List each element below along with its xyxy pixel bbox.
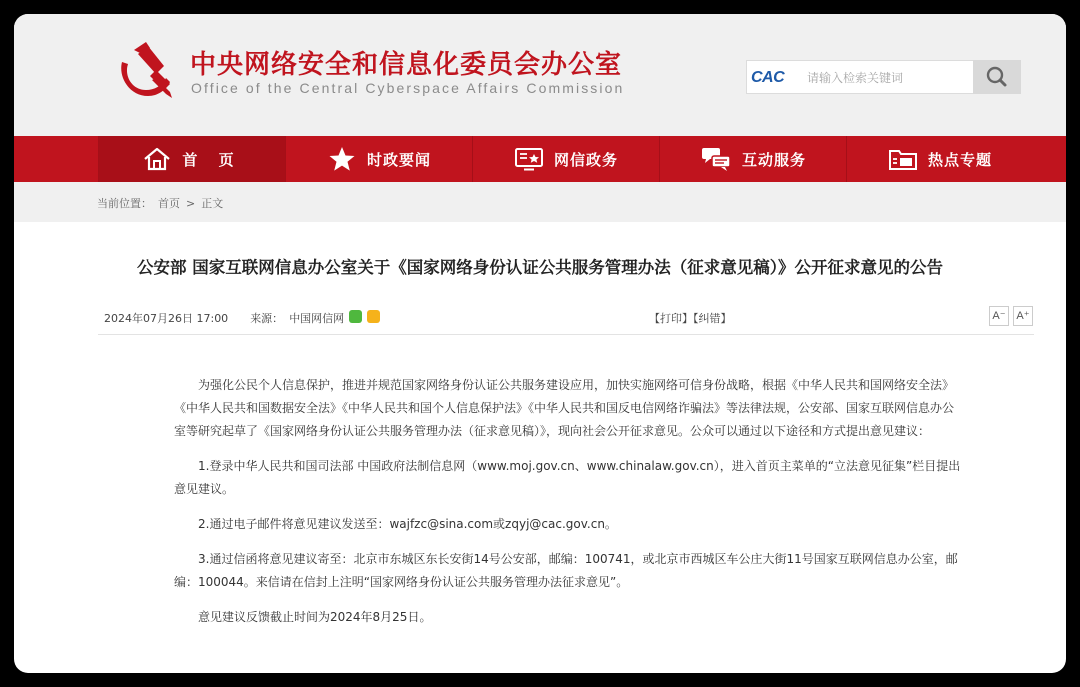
cac-logo: CAC xyxy=(751,69,785,86)
font-smaller-button[interactable]: A⁻ xyxy=(989,306,1009,326)
wechat-icon[interactable] xyxy=(349,310,362,323)
article-meta xyxy=(104,310,366,326)
nav-item-news[interactable] xyxy=(285,136,472,182)
nav-item-affairs[interactable] xyxy=(472,136,659,182)
search-button[interactable] xyxy=(973,60,1021,94)
search-input[interactable] xyxy=(805,63,974,93)
nav-label: 网信政务 xyxy=(553,150,618,169)
breadcrumb-prefix: 当前位置： xyxy=(97,197,152,210)
nav-label: 时政要闻 xyxy=(366,150,431,169)
nav-item-interaction[interactable] xyxy=(659,136,846,182)
site-subtitle: Office of the Central Cyberspace Affairs Commission xyxy=(191,80,625,96)
qzone-icon[interactable] xyxy=(367,310,380,323)
article-paragraph: 意见建议反馈截止时间为2024年8月25日。 xyxy=(198,610,432,624)
site-header xyxy=(14,14,1066,136)
nav-label: 首 页 xyxy=(182,150,242,169)
nav-label: 互动服务 xyxy=(741,150,806,169)
breadcrumb-separator: > xyxy=(186,197,196,210)
home-icon xyxy=(142,146,172,172)
star-icon xyxy=(327,146,357,172)
article-paragraph: 2.通过电子邮件将意见建议发送至：wajfzc@sina.com或zqyj@cac.gov.cn。 xyxy=(198,517,617,531)
search-box xyxy=(746,60,1021,94)
article-date: 2024年07月26日 17:00 xyxy=(104,312,229,325)
source-label: 来源： xyxy=(250,312,284,325)
main-nav xyxy=(14,136,1066,182)
article-paragraph: 为强化公民个人信息保护，推进并规范国家网络身份认证公共服务建设应用，加快实施网络可信身份战略，根据《中华人民共和国网络安全法》《中华人民共和国数据安全法》《中华人民共和国个人信息保护法》《中华人民共和国反电信网络诈骗法》等法律法规，公安部、国家互联网信息办公室等研究起草了《国家网络身份认证公共服务管理办法（征求意见稿）》，现向社会公开征求意见。公众可以通过以下途径和方式提出意见建议： xyxy=(174,378,955,438)
nav-label: 热点专题 xyxy=(927,150,992,169)
breadcrumb-current: 正文 xyxy=(201,197,224,210)
chat-icon xyxy=(700,146,732,172)
print-links xyxy=(649,310,732,326)
article-paragraph: 3.通过信函将意见建议寄至：北京市东城区东长安街14号公安部，邮编：100741，或北京市西城区车公庄大街11号国家互联网信息办公室，邮编：100044。来信请在信封上注明“国家网络身份认证公共服务管理办法征求意见”。 xyxy=(174,552,958,589)
nav-item-home[interactable] xyxy=(98,136,285,182)
breadcrumb-home-link[interactable]: 首页 xyxy=(158,197,180,210)
print-link[interactable]: 【打印】 xyxy=(649,312,693,325)
article-source: 中国网信网 xyxy=(289,312,345,325)
nav-item-topics[interactable] xyxy=(846,136,1033,182)
site-title[interactable]: 中央网络安全和信息化委员会办公室 xyxy=(190,50,623,80)
browser-page xyxy=(14,14,1066,673)
breadcrumb xyxy=(97,195,229,211)
article-title: 公安部 国家互联网信息办公室关于《国家网络身份认证公共服务管理办法（征求意见稿）》公开征求意见的公告 xyxy=(137,258,943,277)
magnifier-icon xyxy=(973,60,1021,94)
font-larger-button[interactable]: A⁺ xyxy=(1013,306,1033,326)
article-body xyxy=(174,374,964,641)
correct-link[interactable]: 【纠错】 xyxy=(693,312,732,325)
article-paragraph: 1.登录中华人民共和国司法部 中国政府法制信息网（www.moj.gov.cn、www.chinalaw.gov.cn），进入首页主菜单的“立法意见征集”栏目提出意见建议。 xyxy=(174,459,961,496)
party-emblem-icon[interactable] xyxy=(112,40,176,104)
divider xyxy=(98,334,1034,335)
breadcrumb-bar xyxy=(14,182,1066,222)
screen-icon xyxy=(514,146,544,172)
folder-icon xyxy=(888,146,918,172)
